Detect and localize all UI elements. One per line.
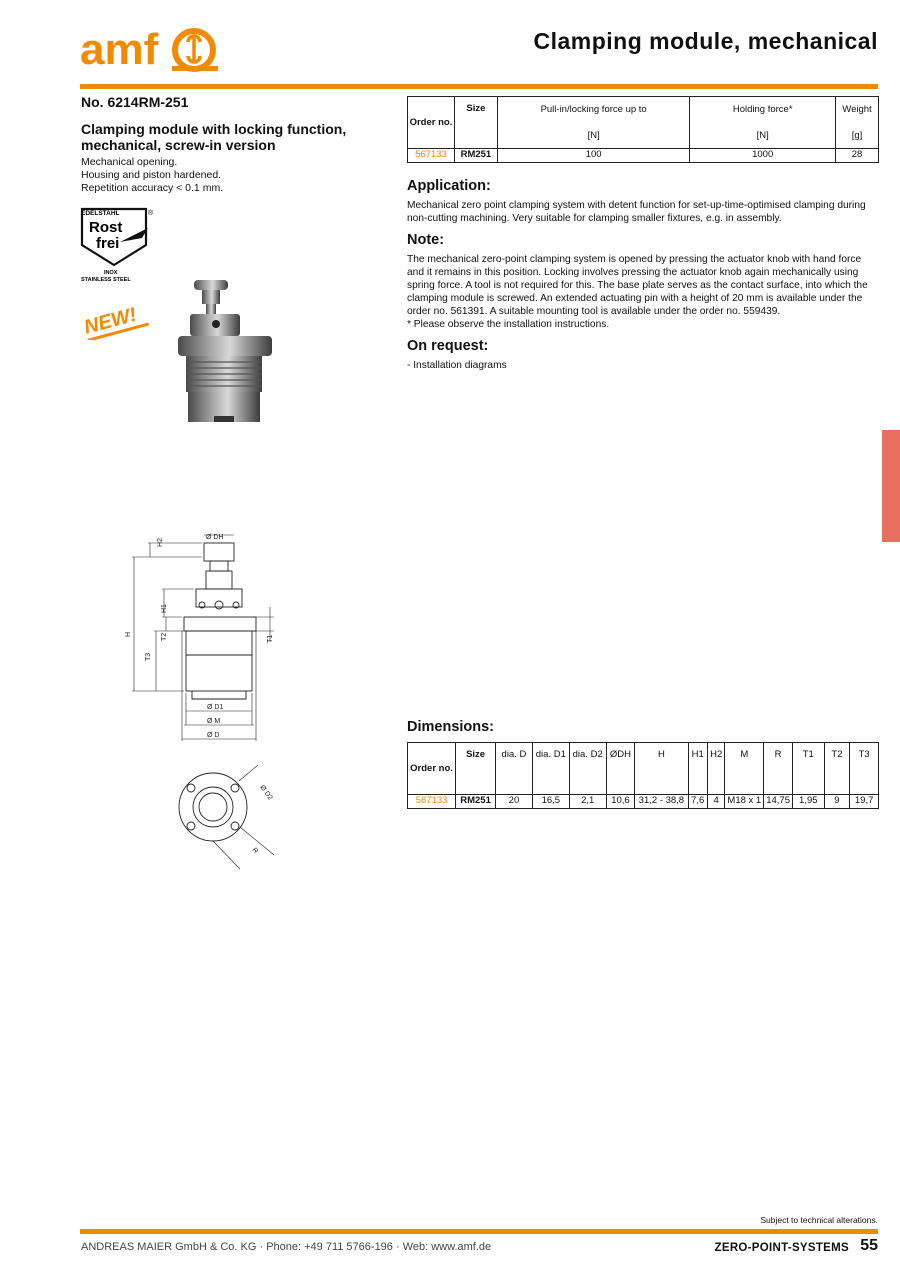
footer-company: ANDREAS MAIER GmbH & Co. KG · Phone: +49 711 5766-196 · Web: www.amf.de [81, 1241, 492, 1253]
product-description [81, 156, 223, 195]
dim-cell-dh: 10,6 [606, 795, 635, 809]
svg-text:®: ® [148, 210, 154, 217]
new-badge [80, 296, 150, 340]
dim-col-t3: T3 [850, 743, 879, 795]
label-r: R [250, 846, 260, 856]
dim-col-d2: dia. D2 [569, 743, 606, 795]
dim-cell-t1: 1,95 [792, 795, 824, 809]
dim-cell-t3: 19,7 [850, 795, 879, 809]
dim-cell-d: 20 [496, 795, 533, 809]
col-weight: Weight [g] [836, 97, 879, 149]
application-text: Mechanical zero point clamping system with detent function for set-up-time-optimised clamping during non-cutting machining. Very suitable for clamping smaller fixtures, e.g. in assembly. [407, 200, 866, 224]
desc-line: Housing and piston hardened. [81, 169, 222, 181]
technical-drawing [118, 525, 288, 875]
label-m: Ø M [207, 718, 221, 725]
table-row [408, 795, 879, 809]
page-number: 55 [860, 1237, 878, 1254]
product-title: Clamping module with locking function, mechanical, screw-in version [81, 121, 347, 153]
dim-col-r: R [764, 743, 793, 795]
desc-line: Repetition accuracy < 0.1 mm. [81, 182, 224, 194]
on-request-text: - Installation diagrams [407, 360, 507, 371]
logo-wordmark: amf [80, 26, 159, 74]
product-number: No. 6214RM-251 [81, 94, 189, 110]
table-row [408, 149, 879, 163]
dimensions-heading: Dimensions: [407, 719, 495, 735]
dim-col-order-no: Order no. [408, 743, 456, 795]
col-holding-force: Holding force* [N] [690, 97, 836, 149]
dim-cell-r: 14,75 [764, 795, 793, 809]
dim-col-size: Size [456, 743, 496, 795]
stainless-steel-badge [80, 207, 160, 285]
dimensions-header-row [408, 743, 879, 795]
dim-cell-h2: 4 [707, 795, 724, 809]
order-no-link[interactable]: 567133 [408, 149, 455, 163]
label-d: Ø D [207, 732, 220, 739]
dim-cell-d2: 2,1 [569, 795, 606, 809]
product-photo [172, 278, 282, 430]
col-pull-in-force: Pull-in/locking force up to [N] [497, 97, 689, 149]
badge-word-frei: frei [96, 235, 120, 252]
amf-logo [80, 26, 220, 74]
badge-top-text: EDELSTAHL [81, 210, 120, 217]
footer-note: Subject to technical alterations. [760, 1215, 878, 1225]
label-dh: Ø DH [206, 534, 224, 541]
label-h1: H1 [161, 604, 168, 613]
order-no-link[interactable]: 567133 [408, 795, 456, 809]
dim-col-h2: H2 [707, 743, 724, 795]
label-h: H [125, 631, 132, 637]
dim-cell-t2: 9 [824, 795, 850, 809]
footer-divider [80, 1229, 878, 1234]
cell-pull-in-force: 100 [497, 149, 689, 163]
new-label: NEW! [81, 303, 139, 339]
on-request-heading: On request: [407, 338, 489, 354]
label-d2: Ø D2 [258, 784, 274, 802]
label-t3: T3 [145, 652, 152, 661]
dim-col-t2: T2 [824, 743, 850, 795]
label-h2: H2 [157, 538, 164, 547]
dim-cell-h1: 7,6 [688, 795, 707, 809]
dimensions-table [407, 742, 879, 809]
chapter-tab [882, 430, 900, 542]
dim-col-h: H [635, 743, 688, 795]
badge-stainless: STAINLESS STEEL [81, 277, 131, 283]
spec-table [407, 96, 879, 163]
dim-cell-size: RM251 [456, 795, 496, 809]
dim-col-t1: T1 [792, 743, 824, 795]
application-heading: Application: [407, 178, 491, 194]
header-divider [80, 84, 878, 89]
cell-size: RM251 [454, 149, 497, 163]
dim-cell-d1: 16,5 [532, 795, 569, 809]
dim-col-m: M [725, 743, 764, 795]
dim-col-h1: H1 [688, 743, 707, 795]
note-body: The mechanical zero-point clamping system is opened by pressing the actuator knob with hand force and it remains in this position. Locking involves pressing the actuator knob again mechanically using spring force. A tool is not required for this. The base plate serves as the contact surface, into which the clamping module is screwed. An extended actuating pin with a height of 20 mm is available under the order no. 561391. A suitable mounting tool is available under the order no. 559439. [407, 254, 868, 317]
badge-word-rost: Rost [89, 219, 123, 236]
cell-holding-force: 1000 [690, 149, 836, 163]
spec-header-row [408, 97, 879, 149]
col-size: Size [454, 97, 497, 149]
cell-weight: 28 [836, 149, 879, 163]
dim-col-d1: dia. D1 [532, 743, 569, 795]
dim-cell-h: 31,2 - 38,8 [635, 795, 688, 809]
page-title: Clamping module, mechanical [533, 28, 878, 54]
desc-line: Mechanical opening. [81, 156, 178, 168]
col-order-no: Order no. [408, 97, 455, 149]
note-footnote: * Please observe the installation instructions. [407, 319, 610, 330]
note-heading: Note: [407, 232, 445, 248]
note-text [407, 253, 879, 331]
dim-col-dh: ØDH [606, 743, 635, 795]
badge-inox: INOX [104, 270, 118, 276]
dim-col-d: dia. D [496, 743, 533, 795]
dim-cell-m: M18 x 1 [725, 795, 764, 809]
label-t2: T2 [161, 632, 168, 641]
label-t1: T1 [267, 634, 274, 643]
label-d1: Ø D1 [207, 704, 224, 711]
footer-series: ZERO-POINT-SYSTEMS [714, 1242, 849, 1254]
